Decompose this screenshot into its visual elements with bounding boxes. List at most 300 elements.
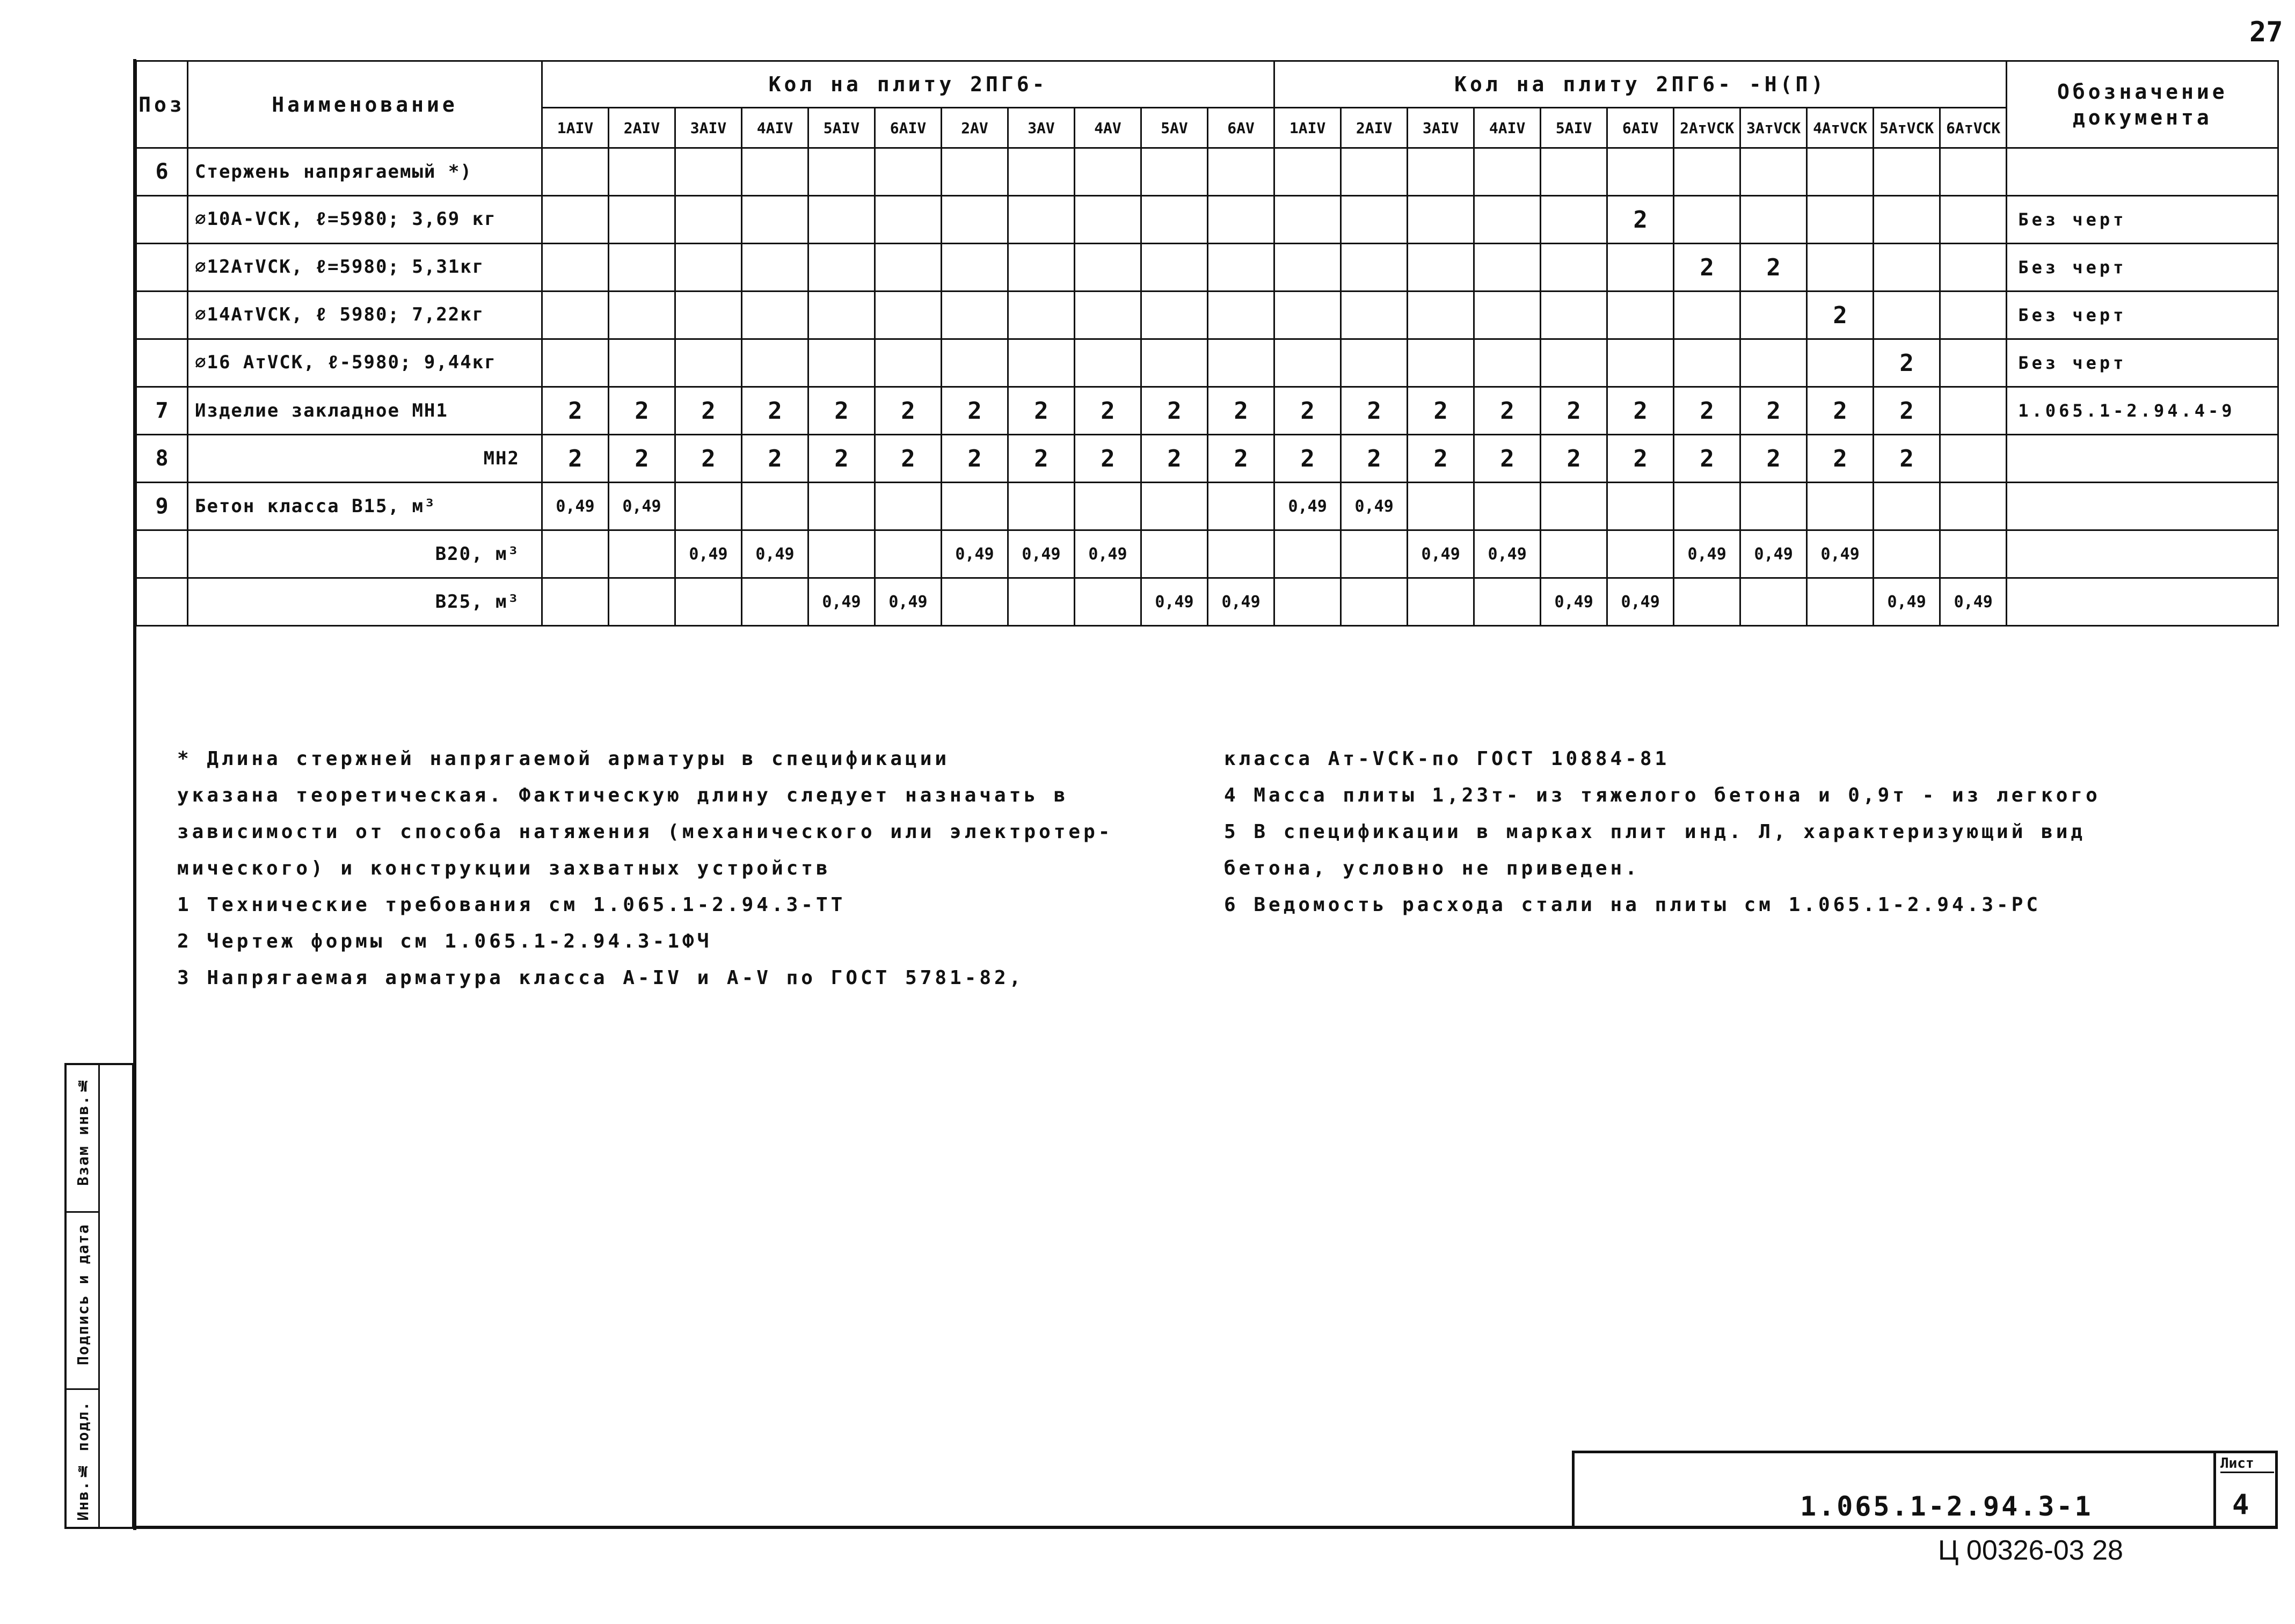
qty-cell (1874, 483, 1940, 530)
qty-cell (1274, 292, 1341, 339)
row-pos (136, 530, 188, 578)
note-line: бетона, условно не приведен. (1224, 857, 1640, 879)
row-pos (136, 339, 188, 387)
qty-cell (742, 578, 808, 626)
row-name: В25, м³ (188, 578, 542, 626)
qty-cell: 2 (675, 435, 742, 483)
row-design-doc (2007, 530, 2278, 578)
title-block (1572, 1451, 2278, 1529)
qty-cell: 0,49 (1408, 530, 1474, 578)
qty-cell (609, 244, 675, 292)
row-design-doc: 1.065.1-2.94.4-9 (2007, 387, 2278, 435)
qty-cell (1075, 292, 1141, 339)
qty-cell: 2 (1474, 435, 1541, 483)
qty-cell (1141, 292, 1208, 339)
column-header-g1-7: 2АV (942, 108, 1008, 148)
qty-cell (1807, 483, 1874, 530)
qty-cell: 0,49 (675, 530, 742, 578)
row-name: В20, м³ (188, 530, 542, 578)
qty-cell: 0,49 (808, 578, 875, 626)
qty-cell: 0,49 (942, 530, 1008, 578)
qty-cell (1075, 148, 1141, 196)
qty-cell (1141, 483, 1208, 530)
qty-cell (875, 530, 942, 578)
qty-cell (1607, 148, 1674, 196)
column-header-g2-5: 5АIV (1541, 108, 1607, 148)
qty-cell (542, 244, 609, 292)
column-header-g1-4: 4АIV (742, 108, 808, 148)
qty-cell: 2 (1607, 196, 1674, 244)
row-pos (136, 244, 188, 292)
document-code: 1.065.1-2.94.3-1 (1800, 1491, 2093, 1522)
qty-cell (942, 578, 1008, 626)
qty-cell (1940, 244, 2007, 292)
column-header-g1-6: 6АIV (875, 108, 942, 148)
table-row (136, 387, 2278, 435)
qty-cell (675, 483, 742, 530)
stamp-inv-orig-label: Инв.№ подл. (74, 1401, 92, 1521)
qty-cell (742, 244, 808, 292)
qty-cell (1341, 578, 1408, 626)
design-doc-header: Обозначение документа (2007, 61, 2278, 148)
qty-cell (1541, 530, 1607, 578)
qty-cell (875, 292, 942, 339)
qty-cell: 2 (609, 387, 675, 435)
column-header-g1-5: 5АIV (808, 108, 875, 148)
qty-cell (875, 148, 942, 196)
sheet-box (2213, 1453, 2278, 1526)
qty-cell (542, 196, 609, 244)
column-header-g1-9: 4АV (1075, 108, 1141, 148)
qty-cell (609, 578, 675, 626)
qty-cell (1874, 292, 1940, 339)
specification-table (135, 60, 2279, 627)
pos-header: Поз (136, 61, 188, 148)
qty-cell (1740, 148, 1807, 196)
column-header-g1-1: 1АIV (542, 108, 609, 148)
qty-cell: 0,49 (1541, 578, 1607, 626)
name-header: Наименование (188, 61, 542, 148)
qty-cell (609, 339, 675, 387)
qty-cell (1341, 530, 1408, 578)
qty-cell (1474, 244, 1541, 292)
column-header-g1-3: 3АIV (675, 108, 742, 148)
qty-cell (1341, 292, 1408, 339)
qty-cell (1474, 292, 1541, 339)
qty-cell (675, 196, 742, 244)
qty-cell (875, 244, 942, 292)
qty-cell (1274, 530, 1341, 578)
qty-cell (942, 244, 1008, 292)
qty-cell: 0,49 (1474, 530, 1541, 578)
qty-cell (1607, 483, 1674, 530)
row-name: ⌀14АтVСК, ℓ 5980; 7,22кг (188, 292, 542, 339)
column-header-g2-8: 3АтVСК (1740, 108, 1807, 148)
column-header-g2-3: 3АIV (1408, 108, 1474, 148)
qty-cell: 2 (1341, 435, 1408, 483)
qty-cell (1474, 483, 1541, 530)
qty-cell: 2 (1607, 387, 1674, 435)
column-header-g2-7: 2АтVСК (1674, 108, 1740, 148)
qty-cell (675, 578, 742, 626)
note-line: зависимости от способа натяжения (механического или электротер- (177, 821, 1113, 843)
note-line: 2 Чертеж формы см 1.065.1-2.94.3-1ФЧ (177, 930, 712, 952)
qty-cell (1474, 196, 1541, 244)
qty-cell: 2 (875, 435, 942, 483)
qty-cell (609, 530, 675, 578)
stamp-cell-sign-date (67, 1213, 98, 1390)
table-row (136, 530, 2278, 578)
qty-cell: 0,49 (1674, 530, 1740, 578)
notes-left-column (177, 741, 1113, 996)
qty-cell (1008, 244, 1075, 292)
qty-cell: 2 (675, 387, 742, 435)
table-row (136, 244, 2278, 292)
qty-cell (1208, 339, 1274, 387)
column-header-g2-9: 4АтVСК (1807, 108, 1874, 148)
qty-cell (875, 483, 942, 530)
qty-cell (1341, 196, 1408, 244)
qty-cell (1474, 578, 1541, 626)
row-name: Бетон класса В15, м³ (188, 483, 542, 530)
qty-cell (1541, 483, 1607, 530)
qty-cell: 0,49 (1607, 578, 1674, 626)
qty-cell (1674, 292, 1740, 339)
qty-cell (1341, 148, 1408, 196)
qty-cell (1541, 244, 1607, 292)
qty-cell: 2 (1874, 435, 1940, 483)
qty-cell (808, 530, 875, 578)
qty-cell (808, 483, 875, 530)
qty-cell: 2 (1807, 292, 1874, 339)
qty-cell: 2 (1674, 387, 1740, 435)
qty-cell (1008, 196, 1075, 244)
column-header-g1-11: 6АV (1208, 108, 1274, 148)
qty-cell (1940, 483, 2007, 530)
qty-cell (742, 196, 808, 244)
qty-cell (542, 578, 609, 626)
qty-cell (542, 530, 609, 578)
qty-cell (1075, 483, 1141, 530)
table-row (136, 483, 2278, 530)
qty-cell (1740, 196, 1807, 244)
qty-cell (808, 292, 875, 339)
qty-cell: 2 (1474, 387, 1541, 435)
qty-cell (1274, 339, 1341, 387)
table-row (136, 435, 2278, 483)
qty-cell (1075, 244, 1141, 292)
row-pos: 9 (136, 483, 188, 530)
column-header-g2-1: 1АIV (1274, 108, 1341, 148)
qty-cell: 2 (542, 435, 609, 483)
qty-cell: 2 (1807, 387, 1874, 435)
qty-cell (1075, 578, 1141, 626)
qty-cell (808, 339, 875, 387)
qty-cell (942, 292, 1008, 339)
qty-cell: 0,49 (1807, 530, 1874, 578)
qty-cell (1940, 530, 2007, 578)
column-header-g2-6: 6АIV (1607, 108, 1674, 148)
qty-cell: 0,49 (742, 530, 808, 578)
qty-cell (542, 292, 609, 339)
qty-cell (1940, 292, 2007, 339)
header-row-groups (136, 61, 2278, 108)
qty-cell (1674, 578, 1740, 626)
qty-cell: 0,49 (609, 483, 675, 530)
qty-cell (875, 339, 942, 387)
row-pos: 6 (136, 148, 188, 196)
row-design-doc: Без черт (2007, 244, 2278, 292)
note-line: 3 Напрягаемая арматура класса А-IV и А-V по ГОСТ 5781-82, (177, 967, 1024, 989)
qty-cell (1075, 339, 1141, 387)
table-row (136, 578, 2278, 626)
qty-cell: 2 (1740, 387, 1807, 435)
note-line: 1 Технические требования см 1.065.1-2.94.3-ТТ (177, 894, 846, 916)
stamp-cell-inv-orig (67, 1390, 98, 1527)
row-design-doc (2007, 483, 2278, 530)
qty-cell (742, 148, 808, 196)
qty-cell (1141, 339, 1208, 387)
stamp-replace-inv-label: Взам инв.№ (74, 1076, 92, 1186)
qty-cell (942, 148, 1008, 196)
qty-cell (609, 292, 675, 339)
qty-cell (1674, 483, 1740, 530)
qty-cell: 2 (1208, 435, 1274, 483)
side-stamp (64, 1063, 134, 1529)
qty-cell (1940, 148, 2007, 196)
qty-cell (742, 339, 808, 387)
qty-cell (1874, 196, 1940, 244)
qty-cell: 2 (1674, 435, 1740, 483)
qty-cell: 2 (742, 435, 808, 483)
qty-cell: 2 (609, 435, 675, 483)
qty-cell: 0,49 (1208, 578, 1274, 626)
qty-cell (675, 148, 742, 196)
row-name: ⌀10А-VСК, ℓ=5980; 3,69 кг (188, 196, 542, 244)
qty-cell (875, 196, 942, 244)
qty-cell: 0,49 (1141, 578, 1208, 626)
qty-cell (1141, 244, 1208, 292)
qty-cell: 2 (1141, 435, 1208, 483)
qty-cell: 2 (542, 387, 609, 435)
qty-cell (1408, 292, 1474, 339)
qty-cell (1607, 292, 1674, 339)
qty-cell (1341, 244, 1408, 292)
qty-cell (1408, 339, 1474, 387)
qty-cell (1008, 483, 1075, 530)
qty-cell (1541, 339, 1607, 387)
qty-cell (1208, 292, 1274, 339)
qty-cell (609, 196, 675, 244)
qty-cell (1807, 244, 1874, 292)
qty-cell: 2 (1874, 387, 1940, 435)
qty-cell: 2 (1541, 387, 1607, 435)
qty-cell (1341, 339, 1408, 387)
column-header-g1-8: 3АV (1008, 108, 1075, 148)
notes-right-column (1224, 741, 2101, 923)
row-name: Стержень напрягаемый *) (188, 148, 542, 196)
qty-cell (1940, 196, 2007, 244)
note-line: 6 Ведомость расхода стали на плиты см 1.065.1-2.94.3-РС (1224, 894, 2042, 916)
qty-cell: 2 (1740, 244, 1807, 292)
qty-cell: 2 (1008, 435, 1075, 483)
note-line: 5 В спецификации в марках плит инд. Л, характеризующий вид (1224, 821, 2086, 843)
qty-cell (1008, 292, 1075, 339)
note-line: класса Ат-VСК-по ГОСТ 10884-81 (1224, 748, 1670, 770)
qty-cell: 2 (1075, 387, 1141, 435)
qty-cell (1408, 483, 1474, 530)
qty-cell: 2 (1807, 435, 1874, 483)
qty-cell: 0,49 (1740, 530, 1807, 578)
row-pos: 8 (136, 435, 188, 483)
qty-cell (1541, 148, 1607, 196)
qty-cell: 2 (1141, 387, 1208, 435)
group1-header: Кол на плиту 2ПГ6- (542, 61, 1274, 108)
qty-cell (542, 339, 609, 387)
row-design-doc (2007, 435, 2278, 483)
qty-cell: 2 (1607, 435, 1674, 483)
qty-cell (542, 148, 609, 196)
qty-cell: 0,49 (1874, 578, 1940, 626)
row-name: ⌀16 АтVСК, ℓ-5980; 9,44кг (188, 339, 542, 387)
qty-cell (1474, 148, 1541, 196)
column-header-g2-10: 5АтVСК (1874, 108, 1940, 148)
qty-cell (1607, 244, 1674, 292)
qty-cell: 2 (742, 387, 808, 435)
row-pos (136, 292, 188, 339)
qty-cell (1674, 339, 1740, 387)
qty-cell: 2 (1208, 387, 1274, 435)
qty-cell (742, 292, 808, 339)
qty-cell (675, 244, 742, 292)
column-header-g2-4: 4АIV (1474, 108, 1541, 148)
sheet-label: Лист (2220, 1455, 2274, 1473)
note-line: мического) и конструкции захватных устройств (177, 857, 831, 879)
column-header-g2-2: 2АIV (1341, 108, 1408, 148)
qty-cell: 2 (1274, 435, 1341, 483)
row-pos (136, 578, 188, 626)
qty-cell (1274, 578, 1341, 626)
row-name: Изделие закладное МН1 (188, 387, 542, 435)
qty-cell (1807, 339, 1874, 387)
qty-cell (609, 148, 675, 196)
qty-cell (1274, 244, 1341, 292)
qty-cell (942, 196, 1008, 244)
qty-cell (1740, 578, 1807, 626)
qty-cell: 2 (808, 387, 875, 435)
qty-cell (1408, 244, 1474, 292)
qty-cell (1807, 196, 1874, 244)
row-name: МН2 (188, 435, 542, 483)
qty-cell (675, 339, 742, 387)
qty-cell: 0,49 (1075, 530, 1141, 578)
qty-cell (675, 292, 742, 339)
table-row (136, 148, 2278, 196)
qty-cell (1408, 196, 1474, 244)
qty-cell (1740, 339, 1807, 387)
table-row (136, 292, 2278, 339)
column-header-g1-10: 5АV (1141, 108, 1208, 148)
qty-cell: 0,49 (875, 578, 942, 626)
qty-cell (1474, 339, 1541, 387)
qty-cell (1141, 530, 1208, 578)
table-row (136, 339, 2278, 387)
group2-header: Кол на плиту 2ПГ6- -Н(П) (1274, 61, 2007, 108)
qty-cell (1674, 148, 1740, 196)
qty-cell (1607, 339, 1674, 387)
table-row (136, 196, 2278, 244)
row-pos: 7 (136, 387, 188, 435)
stamp-label-column (67, 1065, 100, 1527)
qty-cell: 2 (942, 435, 1008, 483)
qty-cell (1874, 244, 1940, 292)
qty-cell (1408, 148, 1474, 196)
qty-cell (1208, 530, 1274, 578)
qty-cell: 2 (1740, 435, 1807, 483)
qty-cell: 2 (1274, 387, 1341, 435)
qty-cell (1940, 387, 2007, 435)
qty-cell (1607, 530, 1674, 578)
qty-cell: 2 (875, 387, 942, 435)
qty-cell (1008, 148, 1075, 196)
qty-cell (942, 483, 1008, 530)
qty-cell (808, 244, 875, 292)
qty-cell (1008, 578, 1075, 626)
qty-cell (1141, 196, 1208, 244)
row-design-doc (2007, 148, 2278, 196)
qty-cell (1008, 339, 1075, 387)
qty-cell (1541, 196, 1607, 244)
qty-cell (1874, 148, 1940, 196)
qty-cell (942, 339, 1008, 387)
qty-cell (1408, 578, 1474, 626)
qty-cell: 0,49 (1008, 530, 1075, 578)
qty-cell (1274, 148, 1341, 196)
qty-cell: 2 (942, 387, 1008, 435)
qty-cell: 0,49 (542, 483, 609, 530)
note-line: указана теоретическая. Фактическую длину следует назначать в (177, 784, 1069, 806)
stamp-cell-replace-inv (67, 1065, 98, 1213)
row-design-doc (2007, 578, 2278, 626)
qty-cell: 2 (1075, 435, 1141, 483)
qty-cell (1874, 530, 1940, 578)
column-header-g2-11: 6АтVСК (1940, 108, 2007, 148)
qty-cell (1208, 244, 1274, 292)
qty-cell: 2 (1674, 244, 1740, 292)
qty-cell: 2 (1874, 339, 1940, 387)
note-line: 4 Масса плиты 1,23т- из тяжелого бетона и 0,9т - из легкого (1224, 784, 2101, 806)
row-design-doc: Без черт (2007, 292, 2278, 339)
qty-cell (1274, 196, 1341, 244)
qty-cell (1740, 483, 1807, 530)
archive-number: Ц 00326-03 28 (1938, 1535, 2123, 1566)
column-header-g1-2: 2АIV (609, 108, 675, 148)
qty-cell (808, 196, 875, 244)
qty-cell: 2 (1008, 387, 1075, 435)
qty-cell (1674, 196, 1740, 244)
sheet-corner-number: 27 (2249, 16, 2283, 48)
qty-cell (1807, 578, 1874, 626)
qty-cell (1141, 148, 1208, 196)
qty-cell: 2 (1408, 435, 1474, 483)
row-design-doc: Без черт (2007, 196, 2278, 244)
qty-cell (1541, 292, 1607, 339)
qty-cell: 0,49 (1341, 483, 1408, 530)
qty-cell (1807, 148, 1874, 196)
qty-cell (1940, 435, 2007, 483)
qty-cell: 2 (1408, 387, 1474, 435)
row-pos (136, 196, 188, 244)
